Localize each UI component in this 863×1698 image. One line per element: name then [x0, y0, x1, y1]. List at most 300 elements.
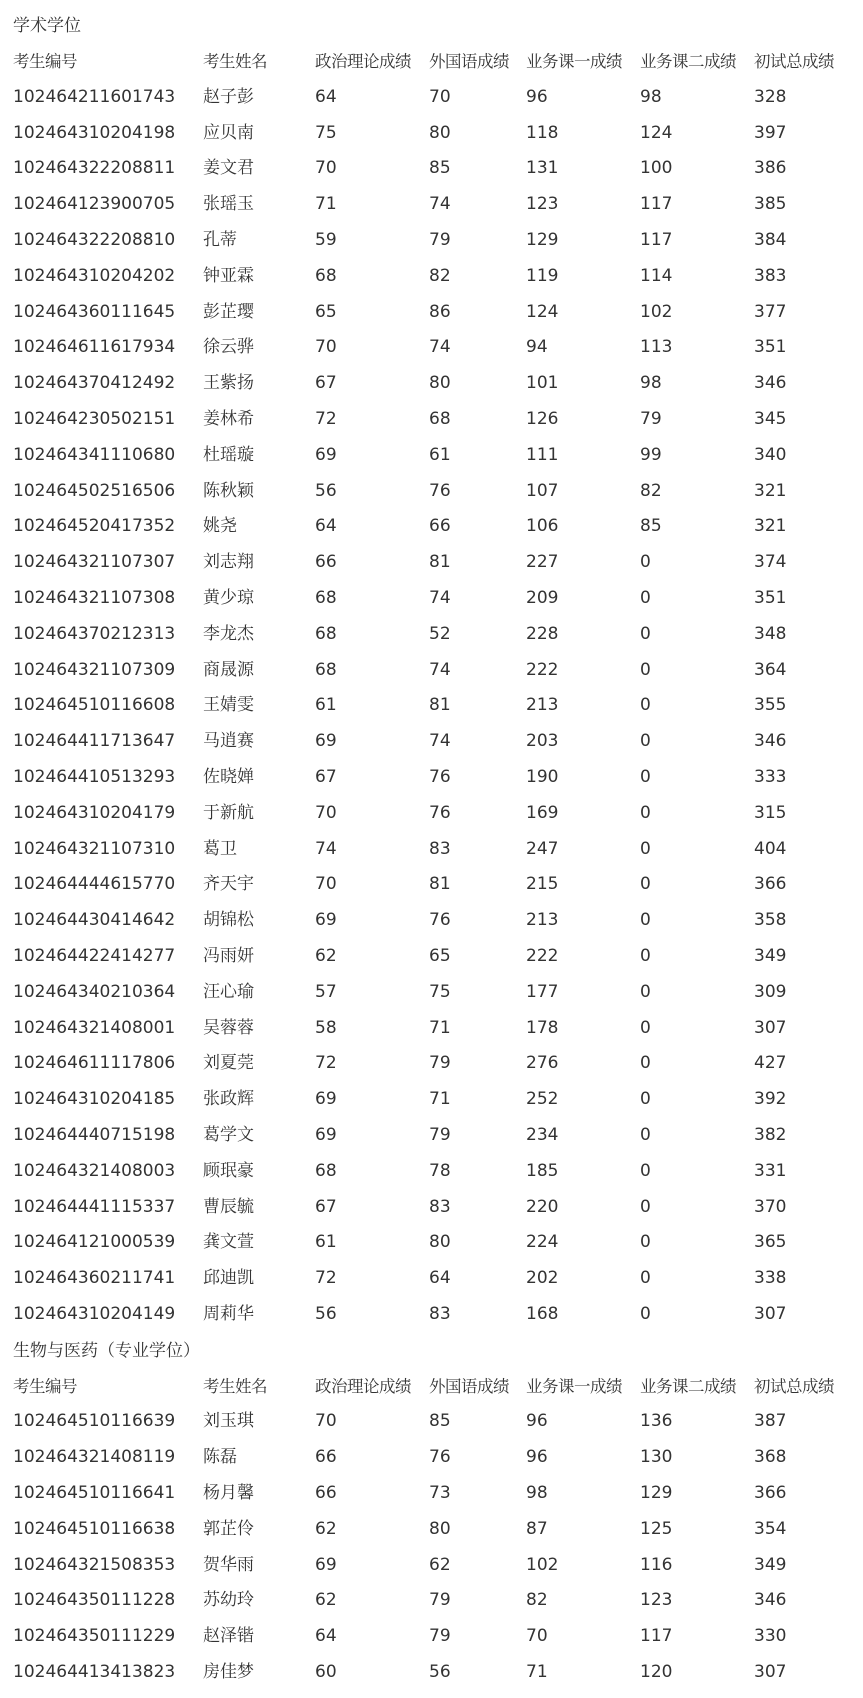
- table-cell: 118: [526, 122, 559, 143]
- table-cell: 129: [526, 229, 559, 250]
- table-cell: 102464211601743: [13, 86, 176, 107]
- column-header: 考生姓名: [203, 52, 267, 71]
- table-cell: 0: [640, 1053, 651, 1074]
- table-cell: 佐晓婵: [203, 766, 254, 787]
- table-cell: 106: [526, 516, 559, 537]
- table-cell: 136: [640, 1411, 673, 1432]
- table-cell: 366: [754, 874, 787, 895]
- table-cell: 74: [429, 337, 451, 358]
- column-header: 业务课一成绩: [526, 52, 622, 71]
- table-cell: 131: [526, 158, 559, 179]
- table-cell: 0: [640, 1124, 651, 1145]
- table-cell: 81: [429, 874, 451, 895]
- table-cell: 74: [429, 731, 451, 752]
- table-cell: 67: [315, 1196, 337, 1217]
- table-row: [13, 796, 863, 832]
- column-header: 考生编号: [13, 52, 77, 71]
- table-cell: 102464422414277: [13, 945, 176, 966]
- table-cell: 397: [754, 122, 787, 143]
- table-row: [13, 1225, 863, 1261]
- table-cell: 姜文君: [203, 158, 254, 179]
- table-cell: 70: [315, 802, 337, 823]
- table-cell: 102464510116638: [13, 1518, 176, 1539]
- table-cell: 王婧雯: [203, 695, 254, 716]
- table-cell: 79: [640, 408, 662, 429]
- table-cell: 68: [315, 587, 337, 608]
- table-row: [13, 1440, 863, 1476]
- table-cell: 102464440715198: [13, 1124, 176, 1145]
- table-cell: 224: [526, 1232, 559, 1253]
- table-cell: 80: [429, 122, 451, 143]
- table-cell: 70: [429, 86, 451, 107]
- table-cell: 102464321408003: [13, 1160, 176, 1181]
- table-cell: 69: [315, 1089, 337, 1110]
- table-cell: 98: [640, 373, 662, 394]
- table-cell: 70: [315, 874, 337, 895]
- table-cell: 331: [754, 1160, 787, 1181]
- table-cell: 346: [754, 731, 787, 752]
- table-cell: 74: [429, 194, 451, 215]
- table-row: [13, 223, 863, 259]
- table-cell: 385: [754, 194, 787, 215]
- table-cell: 75: [429, 981, 451, 1002]
- table-cell: 124: [526, 301, 559, 322]
- table-cell: 102464360111645: [13, 301, 176, 322]
- table-cell: 68: [315, 623, 337, 644]
- table-cell: 徐云骅: [203, 337, 254, 358]
- table-cell: 129: [640, 1483, 673, 1504]
- table-cell: 348: [754, 623, 787, 644]
- table-cell: 102464611117806: [13, 1053, 176, 1074]
- table-cell: 113: [640, 337, 673, 358]
- table-cell: 346: [754, 1590, 787, 1611]
- table-cell: 102: [640, 301, 673, 322]
- table-cell: 吴蓉蓉: [203, 1017, 254, 1038]
- table-cell: 82: [429, 265, 451, 286]
- table-cell: 69: [315, 1554, 337, 1575]
- score-page: [0, 8, 863, 1698]
- table-cell: 178: [526, 1017, 559, 1038]
- table-cell: 82: [640, 480, 662, 501]
- table-cell: 64: [315, 1626, 337, 1647]
- section-title: 生物与医药（专业学位）: [13, 1340, 200, 1361]
- table-header-row: [13, 44, 863, 80]
- table-cell: 0: [640, 910, 651, 931]
- table-cell: 86: [429, 301, 451, 322]
- table-row: [13, 187, 863, 223]
- table-cell: 321: [754, 516, 787, 537]
- table-cell: 0: [640, 1089, 651, 1110]
- table-cell: 79: [429, 1590, 451, 1611]
- table-cell: 346: [754, 373, 787, 394]
- table-cell: 83: [429, 838, 451, 859]
- table-cell: 365: [754, 1232, 787, 1253]
- table-cell: 387: [754, 1411, 787, 1432]
- table-cell: 0: [640, 587, 651, 608]
- table-cell: 368: [754, 1447, 787, 1468]
- table-cell: 190: [526, 766, 559, 787]
- table-row: [13, 832, 863, 868]
- table-cell: 321: [754, 480, 787, 501]
- table-cell: 黄少琼: [203, 587, 254, 608]
- table-cell: 392: [754, 1089, 787, 1110]
- table-row: [13, 80, 863, 116]
- table-cell: 355: [754, 695, 787, 716]
- table-cell: 68: [315, 659, 337, 680]
- table-cell: 382: [754, 1124, 787, 1145]
- table-cell: 郭芷伶: [203, 1518, 254, 1539]
- table-cell: 345: [754, 408, 787, 429]
- table-cell: 0: [640, 552, 651, 573]
- table-cell: 69: [315, 910, 337, 931]
- table-cell: 351: [754, 337, 787, 358]
- table-cell: 102464321508353: [13, 1554, 176, 1575]
- table-cell: 70: [315, 1411, 337, 1432]
- table-cell: 姜林希: [203, 408, 254, 429]
- section-title: 学术学位: [13, 16, 81, 36]
- table-cell: 葛卫: [203, 838, 237, 859]
- table-cell: 0: [640, 659, 651, 680]
- table-cell: 102464322208810: [13, 229, 176, 250]
- table-cell: 107: [526, 480, 559, 501]
- table-cell: 80: [429, 1232, 451, 1253]
- table-cell: 307: [754, 1662, 787, 1683]
- table-cell: 68: [315, 265, 337, 286]
- table-cell: 苏幼玲: [203, 1590, 254, 1611]
- table-cell: 96: [526, 86, 548, 107]
- table-cell: 79: [429, 1053, 451, 1074]
- column-header: 政治理论成绩: [315, 52, 411, 71]
- table-cell: 338: [754, 1268, 787, 1289]
- table-cell: 383: [754, 265, 787, 286]
- table-cell: 220: [526, 1196, 559, 1217]
- table-cell: 0: [640, 981, 651, 1002]
- table-row: [13, 151, 863, 187]
- table-cell: 222: [526, 945, 559, 966]
- table-cell: 79: [429, 229, 451, 250]
- table-row: [13, 903, 863, 939]
- column-header: 初试总成绩: [754, 1376, 834, 1396]
- table-cell: 60: [315, 1662, 337, 1683]
- table-cell: 123: [640, 1590, 673, 1611]
- table-cell: 102464413413823: [13, 1662, 176, 1683]
- table-cell: 67: [315, 766, 337, 787]
- table-cell: 228: [526, 623, 559, 644]
- column-header: 外国语成绩: [429, 52, 509, 71]
- score-table: [13, 1369, 863, 1691]
- table-row: [13, 402, 863, 438]
- table-row: [13, 1118, 863, 1154]
- table-cell: 74: [429, 587, 451, 608]
- table-cell: 215: [526, 874, 559, 895]
- table-cell: 102464321107307: [13, 552, 176, 573]
- table-cell: 房佳梦: [203, 1662, 254, 1683]
- table-cell: 315: [754, 802, 787, 823]
- table-row: [13, 1261, 863, 1297]
- table-cell: 247: [526, 838, 559, 859]
- table-cell: 102464121000539: [13, 1232, 176, 1253]
- table-cell: 75: [315, 122, 337, 143]
- table-row: [13, 1082, 863, 1118]
- table-cell: 102464370212313: [13, 623, 176, 644]
- table-cell: 102464123900705: [13, 194, 176, 215]
- table-cell: 贺华雨: [203, 1554, 254, 1575]
- table-cell: 351: [754, 587, 787, 608]
- table-cell: 117: [640, 229, 673, 250]
- table-cell: 0: [640, 1017, 651, 1038]
- table-cell: 102464350111228: [13, 1590, 176, 1611]
- table-cell: 0: [640, 731, 651, 752]
- table-cell: 169: [526, 802, 559, 823]
- table-cell: 102464310204149: [13, 1303, 176, 1324]
- table-cell: 370: [754, 1196, 787, 1217]
- table-cell: 74: [429, 659, 451, 680]
- table-row: [13, 295, 863, 331]
- table-cell: 81: [429, 695, 451, 716]
- table-cell: 102464520417352: [13, 516, 176, 537]
- table-cell: 386: [754, 158, 787, 179]
- table-cell: 曹辰毓: [203, 1196, 254, 1217]
- table-cell: 刘玉琪: [203, 1411, 254, 1432]
- table-cell: 185: [526, 1160, 559, 1181]
- table-cell: 0: [640, 1303, 651, 1324]
- table-cell: 102464411713647: [13, 731, 176, 752]
- table-cell: 张瑶玉: [203, 194, 254, 215]
- table-cell: 354: [754, 1518, 787, 1539]
- table-cell: 333: [754, 766, 787, 787]
- table-cell: 69: [315, 731, 337, 752]
- table-cell: 358: [754, 910, 787, 931]
- table-cell: 80: [429, 373, 451, 394]
- table-cell: 83: [429, 1303, 451, 1324]
- table-cell: 52: [429, 623, 451, 644]
- table-cell: 葛学文: [203, 1124, 254, 1145]
- table-cell: 374: [754, 552, 787, 573]
- table-cell: 66: [315, 1483, 337, 1504]
- table-cell: 于新航: [203, 802, 254, 823]
- table-row: [13, 474, 863, 510]
- table-cell: 364: [754, 659, 787, 680]
- column-header: 考生姓名: [203, 1376, 267, 1396]
- table-cell: 126: [526, 408, 559, 429]
- table-cell: 85: [429, 158, 451, 179]
- table-cell: 0: [640, 766, 651, 787]
- table-cell: 钟亚霖: [203, 265, 254, 286]
- table-cell: 80: [429, 1518, 451, 1539]
- table-row: [13, 1476, 863, 1512]
- table-cell: 102464444615770: [13, 874, 176, 895]
- table-cell: 276: [526, 1053, 559, 1074]
- table-cell: 94: [526, 337, 548, 358]
- table-cell: 71: [429, 1089, 451, 1110]
- table-cell: 陈磊: [203, 1447, 237, 1468]
- table-cell: 56: [315, 480, 337, 501]
- table-row: [13, 366, 863, 402]
- table-cell: 姚尧: [203, 516, 237, 537]
- table-cell: 71: [315, 194, 337, 215]
- table-cell: 101: [526, 373, 559, 394]
- table-cell: 102: [526, 1554, 559, 1575]
- table-cell: 222: [526, 659, 559, 680]
- table-cell: 孔蒂: [203, 229, 237, 250]
- table-cell: 赵子彭: [203, 86, 254, 107]
- table-row: [13, 116, 863, 152]
- table-row: [13, 1583, 863, 1619]
- table-cell: 102464502516506: [13, 480, 176, 501]
- table-cell: 71: [526, 1662, 548, 1683]
- table-row: [13, 1512, 863, 1548]
- table-cell: 56: [315, 1303, 337, 1324]
- table-row: [13, 867, 863, 903]
- table-cell: 168: [526, 1303, 559, 1324]
- table-cell: 213: [526, 695, 559, 716]
- table-cell: 冯雨妍: [203, 945, 254, 966]
- table-cell: 66: [315, 1447, 337, 1468]
- table-header-row: [13, 1369, 863, 1405]
- table-row: [13, 438, 863, 474]
- table-cell: 252: [526, 1089, 559, 1110]
- table-cell: 102464441115337: [13, 1196, 176, 1217]
- table-cell: 68: [429, 408, 451, 429]
- table-cell: 349: [754, 1554, 787, 1575]
- column-header: 业务课一成绩: [526, 1376, 622, 1396]
- table-row: [13, 688, 863, 724]
- table-cell: 69: [315, 444, 337, 465]
- table-cell: 0: [640, 1268, 651, 1289]
- table-cell: 100: [640, 158, 673, 179]
- table-cell: 59: [315, 229, 337, 250]
- table-cell: 102464322208811: [13, 158, 176, 179]
- table-cell: 76: [429, 766, 451, 787]
- table-row: [13, 509, 863, 545]
- table-cell: 213: [526, 910, 559, 931]
- table-cell: 76: [429, 802, 451, 823]
- table-row: [13, 1655, 863, 1691]
- table-cell: 96: [526, 1447, 548, 1468]
- table-row: [13, 1297, 863, 1333]
- table-cell: 328: [754, 86, 787, 107]
- table-cell: 116: [640, 1554, 673, 1575]
- table-row: [13, 545, 863, 581]
- table-cell: 102464321107308: [13, 587, 176, 608]
- table-cell: 98: [526, 1483, 548, 1504]
- table-cell: 70: [315, 158, 337, 179]
- table-cell: 61: [315, 1232, 337, 1253]
- table-cell: 102464310204185: [13, 1089, 176, 1110]
- table-cell: 114: [640, 265, 673, 286]
- column-header: 业务课二成绩: [640, 1376, 736, 1396]
- table-cell: 62: [315, 1518, 337, 1539]
- table-cell: 汪心瑜: [203, 981, 254, 1002]
- table-cell: 62: [429, 1554, 451, 1575]
- table-cell: 58: [315, 1017, 337, 1038]
- table-cell: 81: [429, 552, 451, 573]
- table-cell: 427: [754, 1053, 787, 1074]
- table-cell: 330: [754, 1626, 787, 1647]
- table-cell: 刘夏莞: [203, 1053, 254, 1074]
- table-row: [13, 1011, 863, 1047]
- table-cell: 0: [640, 838, 651, 859]
- table-cell: 64: [429, 1268, 451, 1289]
- table-cell: 102464321408119: [13, 1447, 176, 1468]
- table-cell: 70: [315, 337, 337, 358]
- table-row: [13, 653, 863, 689]
- table-cell: 79: [429, 1626, 451, 1647]
- table-cell: 202: [526, 1268, 559, 1289]
- table-cell: 102464510116641: [13, 1483, 176, 1504]
- table-row: [13, 1619, 863, 1655]
- table-cell: 98: [640, 86, 662, 107]
- table-cell: 70: [526, 1626, 548, 1647]
- table-cell: 76: [429, 480, 451, 501]
- table-cell: 李龙杰: [203, 623, 254, 644]
- table-row: [13, 975, 863, 1011]
- table-cell: 61: [315, 695, 337, 716]
- table-cell: 123: [526, 194, 559, 215]
- table-cell: 76: [429, 1447, 451, 1468]
- table-cell: 76: [429, 910, 451, 931]
- table-cell: 102464341110680: [13, 444, 176, 465]
- table-cell: 102464611617934: [13, 337, 176, 358]
- table-cell: 62: [315, 1590, 337, 1611]
- table-cell: 64: [315, 516, 337, 537]
- table-cell: 顾珉豪: [203, 1160, 254, 1181]
- table-cell: 62: [315, 945, 337, 966]
- table-cell: 72: [315, 1053, 337, 1074]
- table-cell: 0: [640, 874, 651, 895]
- table-cell: 82: [526, 1590, 548, 1611]
- table-cell: 0: [640, 802, 651, 823]
- table-cell: 102464321408001: [13, 1017, 176, 1038]
- table-cell: 杜瑶璇: [203, 444, 254, 465]
- table-cell: 177: [526, 981, 559, 1002]
- table-row: [13, 617, 863, 653]
- table-cell: 商晟源: [203, 659, 254, 680]
- table-cell: 64: [315, 86, 337, 107]
- table-cell: 66: [429, 516, 451, 537]
- table-cell: 张政辉: [203, 1089, 254, 1110]
- table-cell: 0: [640, 945, 651, 966]
- column-header: 外国语成绩: [429, 1376, 509, 1396]
- table-cell: 72: [315, 408, 337, 429]
- table-cell: 102464310204198: [13, 122, 176, 143]
- table-cell: 102464430414642: [13, 910, 176, 931]
- table-cell: 66: [315, 552, 337, 573]
- table-cell: 102464370412492: [13, 373, 176, 394]
- table-cell: 王紫扬: [203, 373, 254, 394]
- table-cell: 赵泽锴: [203, 1626, 254, 1647]
- table-row: [13, 330, 863, 366]
- table-cell: 102464321107310: [13, 838, 176, 859]
- table-cell: 0: [640, 623, 651, 644]
- table-row: [13, 760, 863, 796]
- table-cell: 杨月馨: [203, 1483, 254, 1504]
- table-cell: 陈秋颖: [203, 480, 254, 501]
- table-row: [13, 1404, 863, 1440]
- table-cell: 234: [526, 1124, 559, 1145]
- table-row: [13, 724, 863, 760]
- table-cell: 102464340210364: [13, 981, 176, 1002]
- table-cell: 117: [640, 1626, 673, 1647]
- column-header: 考生编号: [13, 1376, 77, 1396]
- table-cell: 102464310204179: [13, 802, 176, 823]
- table-cell: 0: [640, 1196, 651, 1217]
- table-cell: 102464350111229: [13, 1626, 176, 1647]
- table-cell: 377: [754, 301, 787, 322]
- table-cell: 404: [754, 838, 787, 859]
- table-cell: 67: [315, 373, 337, 394]
- table-cell: 0: [640, 695, 651, 716]
